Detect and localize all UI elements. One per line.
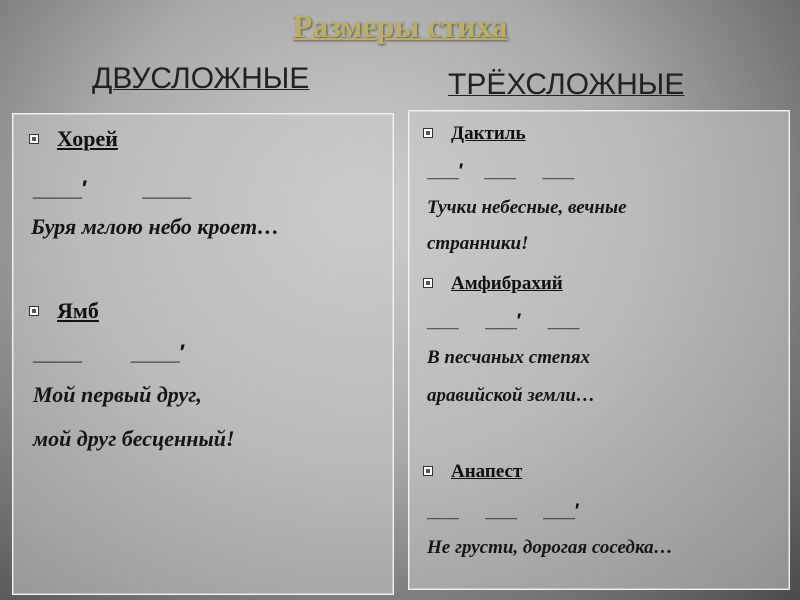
amfibrakhiy-example-line-2: аравийской земли… xyxy=(427,385,595,406)
daktil-example-line-1: Тучки небесные, вечные xyxy=(427,197,627,218)
slide-title: Размеры стиха xyxy=(292,8,508,44)
anapest-example: Не грусти, дорогая соседка… xyxy=(427,537,673,558)
yamb-example-line-1: Мой первый друг, xyxy=(33,382,202,407)
amfibrakhiy-name: Амфибрахий xyxy=(451,273,563,294)
bullet-icon xyxy=(423,278,433,288)
khorey-scheme: ____′ ____ xyxy=(33,176,192,201)
daktil-item xyxy=(423,123,526,145)
amfibrakhiy-item xyxy=(423,273,563,295)
yamb-scheme: ____ ____′ xyxy=(33,340,186,365)
daktil-example-line-2: странники! xyxy=(427,233,529,254)
trisyllabic-panel xyxy=(408,110,790,590)
column-heading-disyllabic: ДВУСЛОЖНЫЕ xyxy=(92,62,310,95)
anapest-name: Анапест xyxy=(451,461,523,482)
yamb-example-line-2: мой друг бесценный! xyxy=(33,426,235,451)
column-heading-trisyllabic: ТРЁХСЛОЖНЫЕ xyxy=(448,68,685,101)
anapest-scheme: ___ ___ ___′ xyxy=(427,501,580,522)
bullet-icon xyxy=(29,134,39,144)
bullet-icon xyxy=(423,128,433,138)
khorey-example: Буря мглою небо кроет… xyxy=(31,214,280,239)
amfibrakhiy-example-line-1: В песчаных степях xyxy=(427,347,591,368)
khorey-name: Хорей xyxy=(57,126,118,151)
daktil-name: Дактиль xyxy=(451,123,526,144)
amfibrakhiy-scheme: ___ ___′ ___ xyxy=(427,311,580,332)
khorey-item xyxy=(29,126,118,152)
disyllabic-panel xyxy=(12,113,394,595)
yamb-name: Ямб xyxy=(57,298,99,323)
yamb-item xyxy=(29,298,99,324)
daktil-scheme: ___′ ___ ___ xyxy=(427,161,575,182)
anapest-item xyxy=(423,461,522,483)
bullet-icon xyxy=(423,466,433,476)
bullet-icon xyxy=(29,306,39,316)
